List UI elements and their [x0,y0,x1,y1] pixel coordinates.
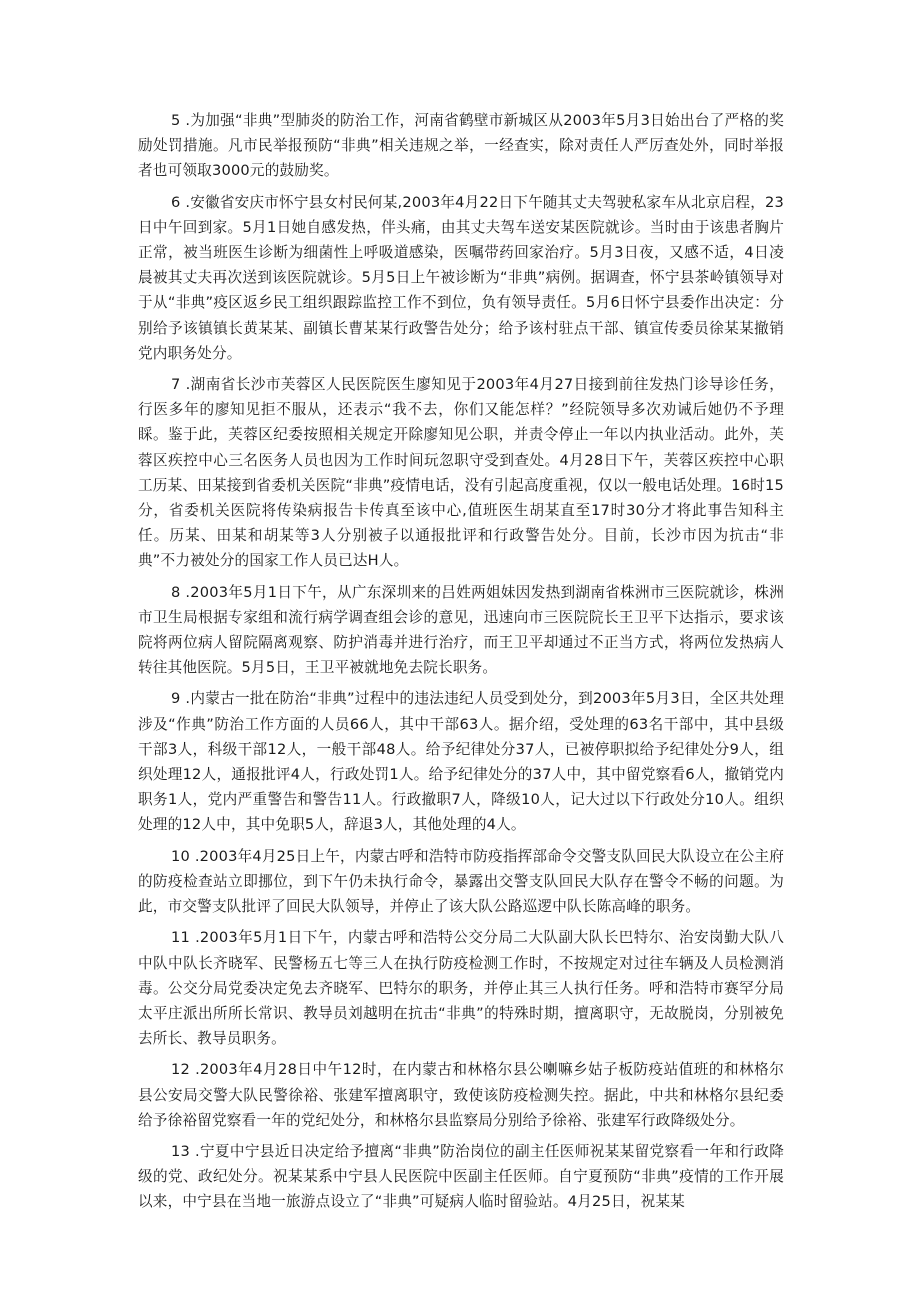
paragraph-item-11: 11 .2003年5月1日下午，内蒙古呼和浩特公交分局二大队副大队长巴特尔、治安岗勤大队八中队中队长齐晓军、民警杨五七等三人在执行防疫检测工作时，不按规定对过往车辆及人员检测消毒。公交分局党委决定免去齐晓军、巴特尔的职务，并停止其三人执行任务。呼和浩特市赛罕分局太平庄派出所所长常识、教导员刘越明在抗击“非典”的特殊时期，擅离职守，无故脱岗，分别被免去所长、教导员职务。 [138,929,784,1048]
paragraph-item-7: 7 .湖南省长沙市芙蓉区人民医院医生廖知见于2003年4月27日接到前往发热门诊导诊任务，行医多年的廖知见拒不服从，还表示“我不去，你们又能怎样？”经院领导多次劝诫后她仍不予理睬。鉴于此，芙蓉区纪委按照相关规定开除廖知见公职，并责令停止一年以内执业活动。此外，芙蓉区疾控中心三名医务人员也因为工作时间玩忽职守受到查处。4月28日下午，芙蓉区疾控中心职工历某、田某接到省委机关医院“非典”疫情电话，没有引起高度重视，仅以一般电话处理。16时15分，省委机关医院将传染病报告卡传真至该中心,值班医生胡某直至17时30分才将此事告知科主任。历某、田某和胡某等3人分别被子以通报批评和行政警告处分。目前，长沙市因为抗击“非典”不力被处分的国家工作人员已达H人。 [138,376,784,570]
paragraph-item-9: 9 .内蒙古一批在防治“非典”过程中的违法违纪人员受到处分，到2003年5月3日，全区共处理涉及“作典”防治工作方面的人员66人，其中干部63人。据介绍，受处理的63名干部中，其中县级干部3人，科级干部12人，一般干部48人。给予纪律处分37人，已被停职拟给予纪律处分9人，组织处理12人，通报批评4人，行政处罚1人。给予纪律处分的37人中，其中留党察看6人，撤销党内职务1人，党内严重警告和警告11人。行政撤职7人，降级10人，记大过以下行政处分10人。组织处理的12人中，其中免职5人，辞退3人，其他处理的4人。 [138,690,784,834]
paragraph-item-12: 12 .2003年4月28日中午12时，在内蒙古和林格尔县公喇嘛乡姑子板防疫站值班的和林格尔县公安局交警大队民警徐裕、张建军擅离职守，致使该防疫检测失控。据此，中共和林格尔县纪委给予徐裕留党察看一年的党纪处分，和林格尔县监察局分别给予徐裕、张建军行政降级处分。 [138,1061,784,1129]
paragraph-item-13: 13 .宁夏中宁县近日决定给予擅离“非典”防治岗位的副主任医师祝某某留党察看一年和行政降级的党、政纪处分。祝某某系中宁县人民医院中医副主任医师。自宁夏预防“非典”疫情的工作开展以来，中宁县在当地一旅游点设立了“非典”可疑病人临时留验站。4月25日，祝某某 [138,1142,784,1211]
paragraph-item-10: 10 .2003年4月25日上午，内蒙古呼和浩特市防疫指挥部命令交警支队回民大队设立在公主府的防疫检查站立即挪位，到下午仍未执行命令，暴露出交警支队回民大队存在警令不畅的问题。为此，市交警支队批评了回民大队领导，并停止了该大队公路巡逻中队长陈高峰的职务。 [138,847,784,916]
paragraph-item-5: 5 .为加强“非典”型肺炎的防治工作，河南省鹤壁市新城区从2003年5月3日始出台了严格的奖励处罚措施。凡市民举报预防“非典”相关违规之举，一经查实，除对责任人严厉查处外，同时举报者也可领取3000元的鼓励奖。 [138,112,784,180]
document-body [138,108,784,1221]
paragraph-item-8: 8 .2003年5月1日下午，从广东深圳来的吕姓两姐妹因发热到湖南省株洲市三医院就诊，株洲市卫生局根据专家组和流行病学调查组会诊的意见，迅速向市三医院院长王卫平下达指示，要求该院将两位病人留院隔离观察、防护消毒并进行治疗，而王卫平却通过不正当方式，将两位发热病人转往其他医院。5月5日，王卫平被就地免去院长职务。 [138,583,784,677]
paragraph-item-6: 6 .安徽省安庆市怀宁县女村民何某,2003年4月22日下午随其丈夫驾驶私家车从北京启程，23日中午回到家。5月1日她自感发热，伴头痛，由其丈夫驾车送安某医院就诊。当时由于该患者胸片正常，被当班医生诊断为细菌性上呼吸道感染，医嘱带药回家治疗。5月3日夜，又感不适，4日凌晨被其丈夫再次送到该医院就诊。5月5日上午被诊断为“非典”病例。据调查，怀宁县茶岭镇领导对于从“非典”疫区返乡民工组织跟踪监控工作不到位，负有领导责任。5月6日怀宁县委作出决定：分别给予该镇镇长黄某某、副镇长曹某某行政警告处分；给予该村驻点干部、镇宣传委员徐某某撤销党内职务处分。 [138,193,784,362]
